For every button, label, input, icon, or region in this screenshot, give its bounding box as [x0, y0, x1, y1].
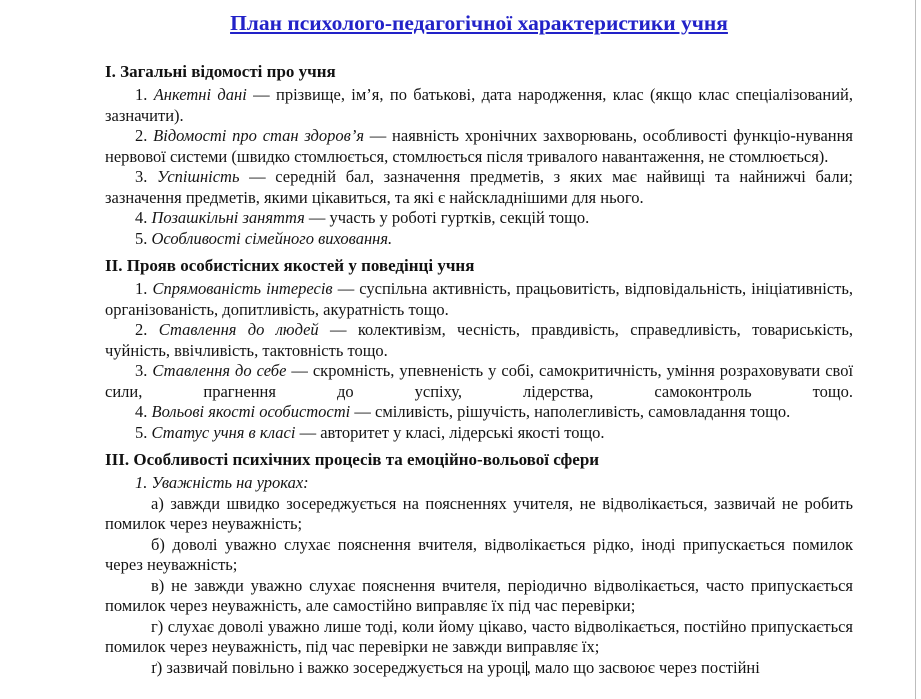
- item-label: Успішність: [157, 167, 240, 186]
- item-number: 1.: [135, 279, 148, 298]
- document-title: План психолого-педагогічної характеристики учня: [230, 11, 728, 35]
- document-content: [105, 4, 853, 678]
- item-number: 2.: [135, 320, 148, 339]
- list-item[interactable]: [105, 229, 853, 250]
- list-item[interactable]: [105, 494, 853, 535]
- item-number: 4.: [135, 402, 148, 421]
- section-heading: III. Особливості психічних процесів та емоційно-вольової сфери: [105, 450, 600, 469]
- list-item[interactable]: [105, 658, 853, 679]
- item-text: зазвичай повільно і важко зосереджується на уроці: [166, 657, 526, 677]
- list-item[interactable]: [105, 208, 853, 229]
- list-item[interactable]: [105, 576, 853, 617]
- item-label: Ставлення до себе: [152, 361, 287, 380]
- list-item[interactable]: [105, 167, 853, 208]
- list-item[interactable]: [105, 535, 853, 576]
- item-text: — сміливість, рішучість, наполегливість, самовладання тощо.: [354, 402, 791, 421]
- item-number: 2.: [135, 126, 148, 145]
- page-edge-line: [915, 0, 916, 699]
- item-text: — авторитет у класі, лідерські якості тощо.: [299, 422, 605, 442]
- item-label: Уважність на уроках:: [151, 473, 309, 492]
- list-item[interactable]: [105, 423, 853, 444]
- item-number: 4.: [135, 208, 148, 227]
- item-label: Спрямованість інтересів: [152, 279, 333, 298]
- item-label: Статус учня в класі: [151, 422, 296, 442]
- list-item[interactable]: [105, 617, 853, 658]
- list-item[interactable]: [105, 126, 853, 167]
- item-label: Особливості сімейного виховання.: [151, 228, 393, 248]
- item-text: — скромність, упевненість у собі, самокритичність, уміння розраховувати свої сили, прагнення до успіху, лідерства, самоконтроль тощо.: [105, 361, 854, 401]
- item-text: — прізвище, ім’я, по батькові, дата народження, клас (якщо клас спеціалізований, зазначити).: [105, 85, 853, 125]
- item-text: , мало що засвоює через постійні: [526, 657, 760, 677]
- item-letter: а): [151, 493, 164, 513]
- item-text: — колективізм, чесність, правдивість, справедливість, товариськість, чуйність, ввічливість, тактовність тощо.: [105, 320, 853, 360]
- item-label: Анкетні дані: [153, 85, 247, 104]
- item-text: — участь у роботі гуртків, секцій тощо.: [308, 208, 590, 227]
- list-item[interactable]: [105, 473, 853, 494]
- item-text: не завжди уважно слухає пояснення вчителя, періодично відволікається, часто припускається помилок через неуважність, але самостійно виправляє їх під час перевірки;: [105, 575, 853, 615]
- item-label: Вольові якості особистості: [151, 402, 351, 421]
- section-general-info: [105, 62, 853, 249]
- section-personal-qualities: [105, 256, 853, 443]
- item-text: доволі уважно слухає пояснення вчителя, відволікається рідко, іноді припускається помилок через неуважність;: [105, 534, 853, 574]
- item-number: 5.: [135, 422, 148, 442]
- section-heading: I. Загальні відомості про учня: [105, 62, 336, 81]
- item-number: 3.: [135, 361, 148, 380]
- item-text: — наявність хронічних захворювань, особливості функціо-нування нервової системи (швидко стомлюється, стомлюється після тривалого навантаження, не стомлюється).: [105, 126, 854, 166]
- list-item[interactable]: [105, 320, 853, 361]
- item-number: 1.: [135, 473, 148, 492]
- item-letter: г): [151, 616, 164, 636]
- item-text: — середній бал, зазначення предметів, з яких має найвищі та найнижчі бали; зазначення предметів, якими цікавиться, та які є найскладнішими для нього.: [105, 167, 854, 207]
- item-letter: б): [151, 534, 165, 554]
- item-number: 1.: [135, 85, 148, 104]
- item-number: 3.: [135, 167, 148, 186]
- item-letter: ґ): [151, 657, 163, 677]
- item-label: Ставлення до людей: [158, 320, 319, 339]
- item-text: завжди швидко зосереджується на поясненнях учителя, не відволікається, зазвичай не робить помилок через неуважність;: [105, 493, 853, 533]
- list-item[interactable]: [105, 361, 853, 402]
- list-item[interactable]: [105, 85, 853, 126]
- section-psychic-processes: [105, 450, 853, 678]
- item-label: Відомості про стан здоров’я: [153, 126, 364, 145]
- item-number: 5.: [135, 228, 148, 248]
- list-item[interactable]: [105, 279, 853, 320]
- item-letter: в): [151, 575, 165, 595]
- item-label: Позашкільні заняття: [151, 208, 305, 227]
- section-heading: II. Прояв особистісних якостей у поведінці учня: [105, 256, 475, 275]
- item-text: — суспільна активність, працьовитість, відповідальність, ініціативність, організованість, допитливість, акуратність тощо.: [105, 279, 854, 319]
- item-text: слухає доволі уважно лише тоді, коли йому цікаво, часто відволікається, постійно припускається помилок через неуважність, під час перевірки не завжди виправляє їх;: [105, 616, 854, 656]
- list-item[interactable]: [105, 402, 853, 423]
